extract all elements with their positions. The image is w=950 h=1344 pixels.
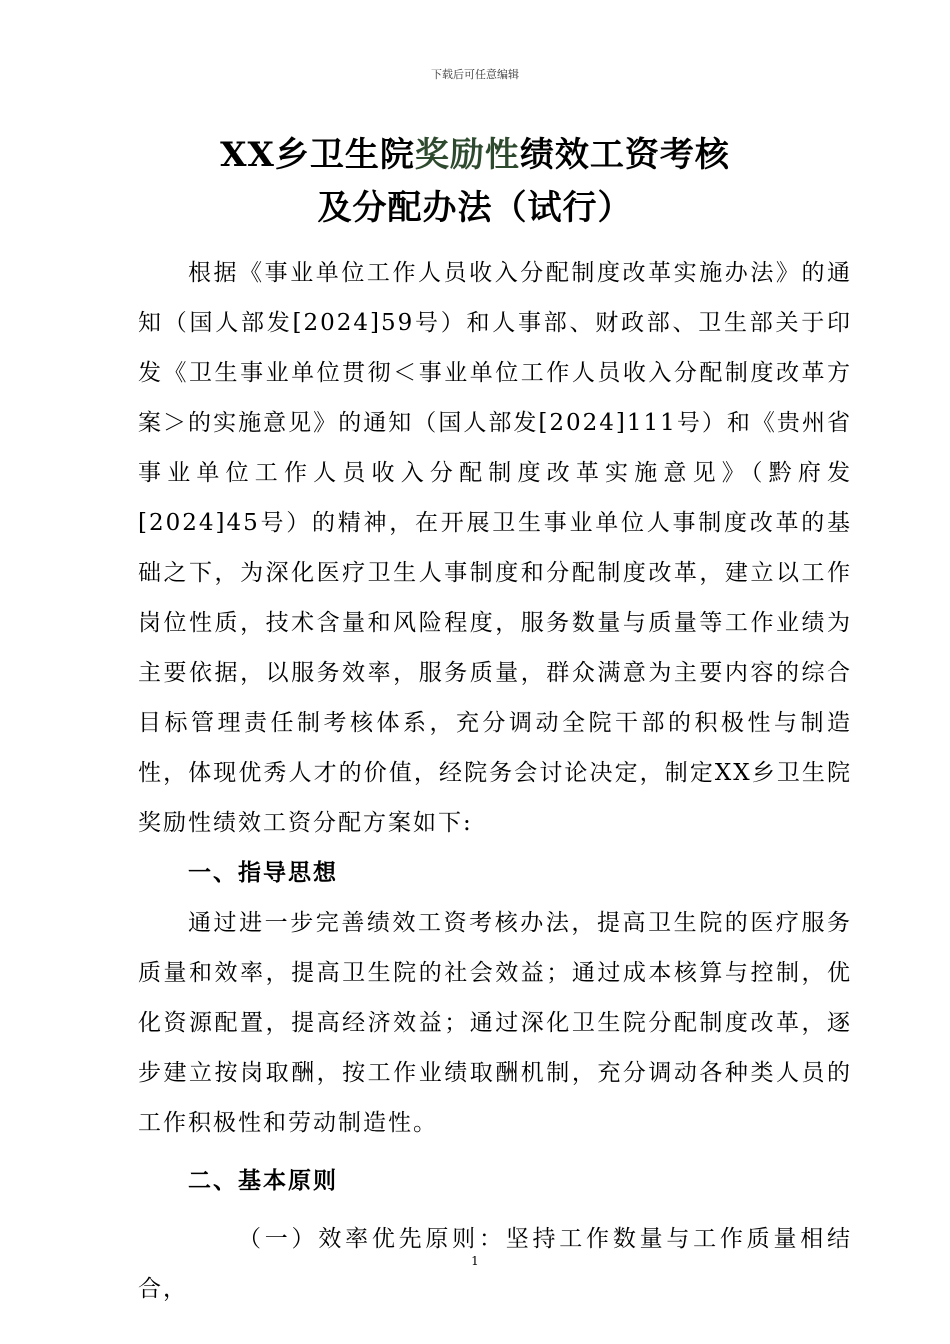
title-highlight: 奖励性 xyxy=(414,135,520,175)
title-suffix: 绩效工资考核 xyxy=(519,135,730,175)
principle-item-1: （一）效率优先原则：坚持工作数量与工作质量相结合， xyxy=(138,1226,852,1302)
document-title-line1 xyxy=(0,127,950,176)
document-title-line2: 及分配办法（试行） xyxy=(317,188,633,228)
section-heading-guiding-ideology: 一、指导思想 xyxy=(188,859,338,886)
section-heading-basic-principles: 二、基本原则 xyxy=(188,1167,338,1194)
page-number: 1 xyxy=(471,1254,479,1268)
intro-paragraph: 根据《事业单位工作人员收入分配制度改革实施办法》的通知（国人部发[2024]59号）和人事部、财政部、卫生部关于印发《卫生事业单位贯彻＜事业单位工作人员收入分配制度改革方案＞的实施意见》的通知（国人部发[2024]111号）和《贵州省事业单位工作人员收入分配制度改革实施意见》（黔府发[2024]45号）的精神，在开展卫生事业单位人事制度改革的基础之下，为深化医疗卫生人事制度和分配制度改革，建立以工作岗位性质，技术含量和风险程度，服务数量与质量等工作业绩为主要依据，以服务效率，服务质量，群众满意为主要内容的综合目标管理责任制考核体系，充分调动全院干部的积极性与制造性，体现优秀人才的价值，经院务会讨论决定，制定XX乡卫生院奖励性绩效工资分配方案如下: xyxy=(138,260,852,836)
title-prefix: XX乡卫生院 xyxy=(220,135,415,175)
page-header: 下载后可任意编辑 xyxy=(431,68,519,81)
document-body xyxy=(138,248,852,1314)
guiding-ideology-paragraph: 通过进一步完善绩效工资考核办法，提高卫生院的医疗服务质量和效率，提高卫生院的社会效益；通过成本核算与控制，优化资源配置，提高经济效益；通过深化卫生院分配制度改革，逐步建立按岗取酬，按工作业绩取酬机制，充分调动各种类人员的工作积极性和劳动制造性。 xyxy=(138,910,852,1136)
